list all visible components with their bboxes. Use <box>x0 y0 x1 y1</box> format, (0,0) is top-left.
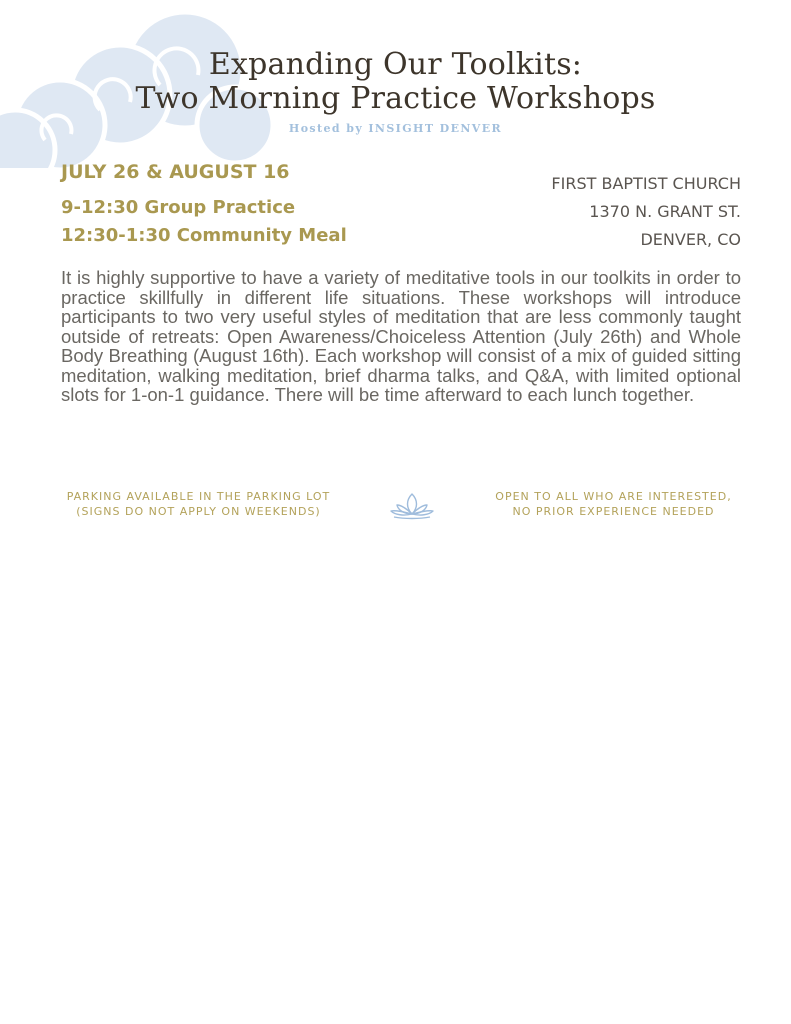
page-title-line-1: Expanding Our Toolkits: <box>208 47 583 82</box>
group-practice-time: 9-12:30 Group Practice <box>61 197 296 218</box>
workshop-description: It is highly supportive to have a variety of meditative tools in our toolkits in order to practice skillfully in different life situations. These workshops will introduce participants to two very useful styles of meditation that are less commonly taught outside of retreats: Open Awareness/Choiceless Attention (July 26th) and Whole Body Breathing (August 16th). Each workshop will consist of a mix of guided sitting meditation, walking meditation, brief dharma talks, and Q&A, with limited optional slots for 1-on-1 guidance. There will be time afterward to each lunch together. <box>61 267 741 405</box>
open-to-all-info <box>476 489 751 519</box>
venue-name: FIRST BAPTIST CHURCH <box>551 174 741 193</box>
community-meal-time: 12:30-1:30 Community Meal <box>61 225 347 246</box>
venue-city: DENVER, CO <box>640 230 741 249</box>
venue-street: 1370 N. GRANT ST. <box>589 202 741 221</box>
parking-line-1: PARKING AVAILABLE IN THE PARKING LOT <box>66 490 331 503</box>
location-block <box>551 170 741 254</box>
open-line-2: NO PRIOR EXPERIENCE NEEDED <box>512 505 715 518</box>
title-block <box>0 48 791 135</box>
page-title-line-2: Two Morning Practice Workshops <box>135 81 656 116</box>
event-dates: JULY 26 & AUGUST 16 <box>61 161 290 183</box>
parking-line-2: (SIGNS DO NOT APPLY ON WEEKENDS) <box>76 505 321 518</box>
open-line-1: OPEN TO ALL WHO ARE INTERESTED, <box>495 490 732 503</box>
hosted-by: Hosted by INSIGHT DENVER <box>288 122 503 135</box>
schedule-block <box>61 160 347 250</box>
parking-info <box>56 489 341 519</box>
lotus-icon <box>388 490 436 520</box>
